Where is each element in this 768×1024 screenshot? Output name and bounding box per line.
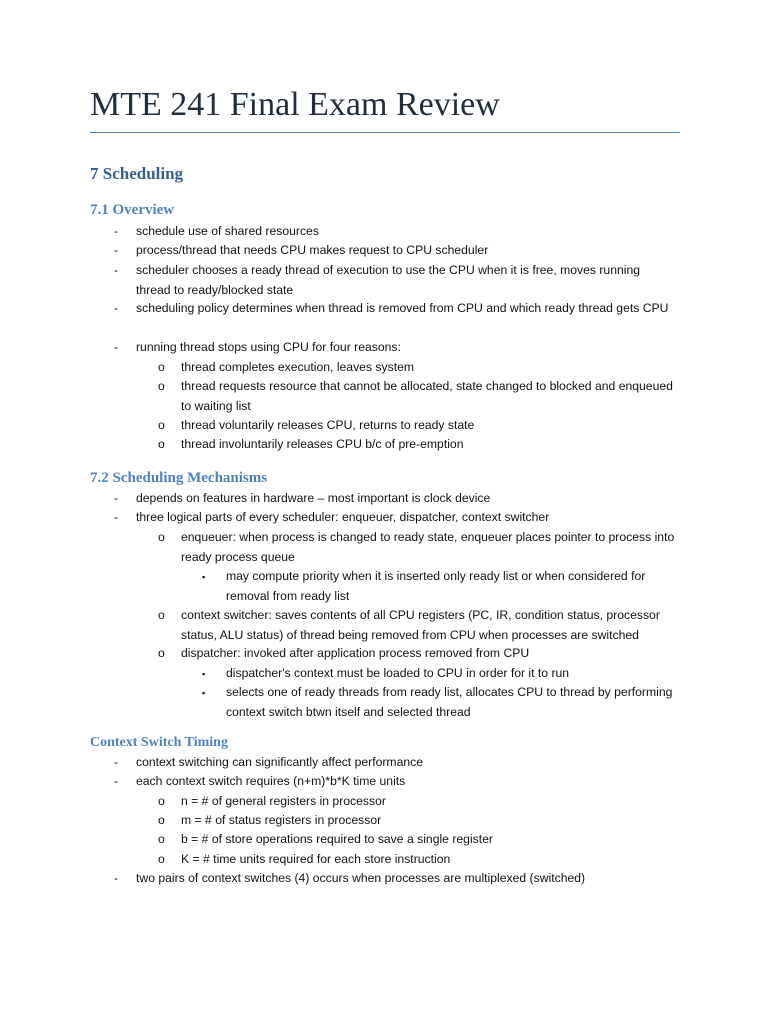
dash-bullet: - — [114, 243, 119, 257]
list-item: - each context switch requires (n+m)*b*K time units — [136, 772, 676, 792]
list-item: o thread involuntarily releases CPU b/c of pre-emption — [181, 435, 676, 455]
circle-bullet: o — [158, 832, 165, 846]
circle-bullet: o — [158, 360, 165, 374]
dash-bullet: - — [114, 871, 119, 885]
square-bullet: ▪ — [202, 572, 206, 582]
circle-bullet: o — [158, 646, 165, 660]
list-item: o K = # time units required for each store instruction — [181, 850, 676, 870]
dash-bullet: - — [114, 224, 119, 238]
circle-bullet: o — [158, 852, 165, 866]
overview-heading: 7.1 Overview — [90, 202, 175, 218]
list-item: o enqueuer: when process is changed to ready state, enqueuer places pointer to process into ready process queue — [158, 530, 675, 564]
section-heading: 7 Scheduling — [90, 164, 184, 183]
title-underline — [90, 132, 680, 133]
circle-bullet: o — [158, 608, 165, 622]
document-title: MTE 241 Final Exam Review — [90, 86, 500, 123]
list-item: o n = # of general registers in processor — [181, 792, 676, 812]
list-item: - depends on features in hardware – most important is clock device — [136, 489, 676, 509]
list-item: o dispatcher: invoked after application process removed from CPU — [181, 644, 676, 664]
dash-bullet: - — [114, 263, 119, 277]
square-bullet: ▪ — [202, 688, 206, 698]
list-item: - three logical parts of every scheduler: enqueuer, dispatcher, context switcher — [136, 508, 676, 528]
dash-bullet: - — [114, 301, 119, 315]
square-bullet: ▪ — [202, 669, 206, 679]
circle-bullet: o — [158, 437, 165, 451]
mechanisms-heading: 7.2 Scheduling Mechanisms — [90, 470, 268, 486]
list-item: - process/thread that needs CPU makes request to CPU scheduler — [136, 241, 676, 261]
dash-bullet: - — [114, 340, 119, 354]
list-item: o thread voluntarily releases CPU, returns to ready state — [181, 416, 676, 436]
circle-bullet: o — [158, 794, 165, 808]
list-item: - two pairs of context switches (4) occurs when processes are multiplexed (switched) — [136, 869, 676, 889]
list-item: - running thread stops using CPU for four reasons: — [136, 338, 676, 358]
list-item: o thread completes execution, leaves system — [181, 358, 676, 378]
circle-bullet: o — [158, 813, 165, 827]
dash-bullet: - — [114, 510, 119, 524]
list-item: ▪ selects one of ready threads from ready list, allocates CPU to thread by performing context switch btwn itself and selected thread — [202, 685, 673, 719]
circle-bullet: o — [158, 418, 165, 432]
list-item: o b = # of store operations required to save a single register — [181, 830, 676, 850]
dash-bullet: - — [114, 774, 119, 788]
list-item: ▪ dispatcher's context must be loaded to CPU in order for it to run — [226, 664, 676, 684]
list-item: o context switcher: saves contents of all CPU registers (PC, IR, condition status, processor status, ALU status) of thread being removed from CPU when processes are switched — [158, 608, 660, 642]
dash-bullet: - — [114, 491, 119, 505]
list-item: - scheduler chooses a ready thread of execution to use the CPU when it is free, moves running thread to ready/blocked state — [114, 263, 641, 297]
list-item: o thread requests resource that cannot be allocated, state changed to blocked and enqueued to waiting list — [158, 379, 673, 413]
dash-bullet: - — [114, 755, 119, 769]
circle-bullet: o — [158, 379, 165, 393]
timing-heading: Context Switch Timing — [90, 735, 228, 750]
list-item: - context switching can significantly affect performance — [136, 753, 676, 773]
circle-bullet: o — [158, 530, 165, 544]
list-item: o m = # of status registers in processor — [181, 811, 676, 831]
list-item: - schedule use of shared resources — [136, 222, 676, 242]
list-item: - scheduling policy determines when thread is removed from CPU and which ready thread gets CPU — [136, 299, 676, 319]
list-item: ▪ may compute priority when it is inserted only ready list or when considered for removal from ready list — [202, 569, 646, 603]
